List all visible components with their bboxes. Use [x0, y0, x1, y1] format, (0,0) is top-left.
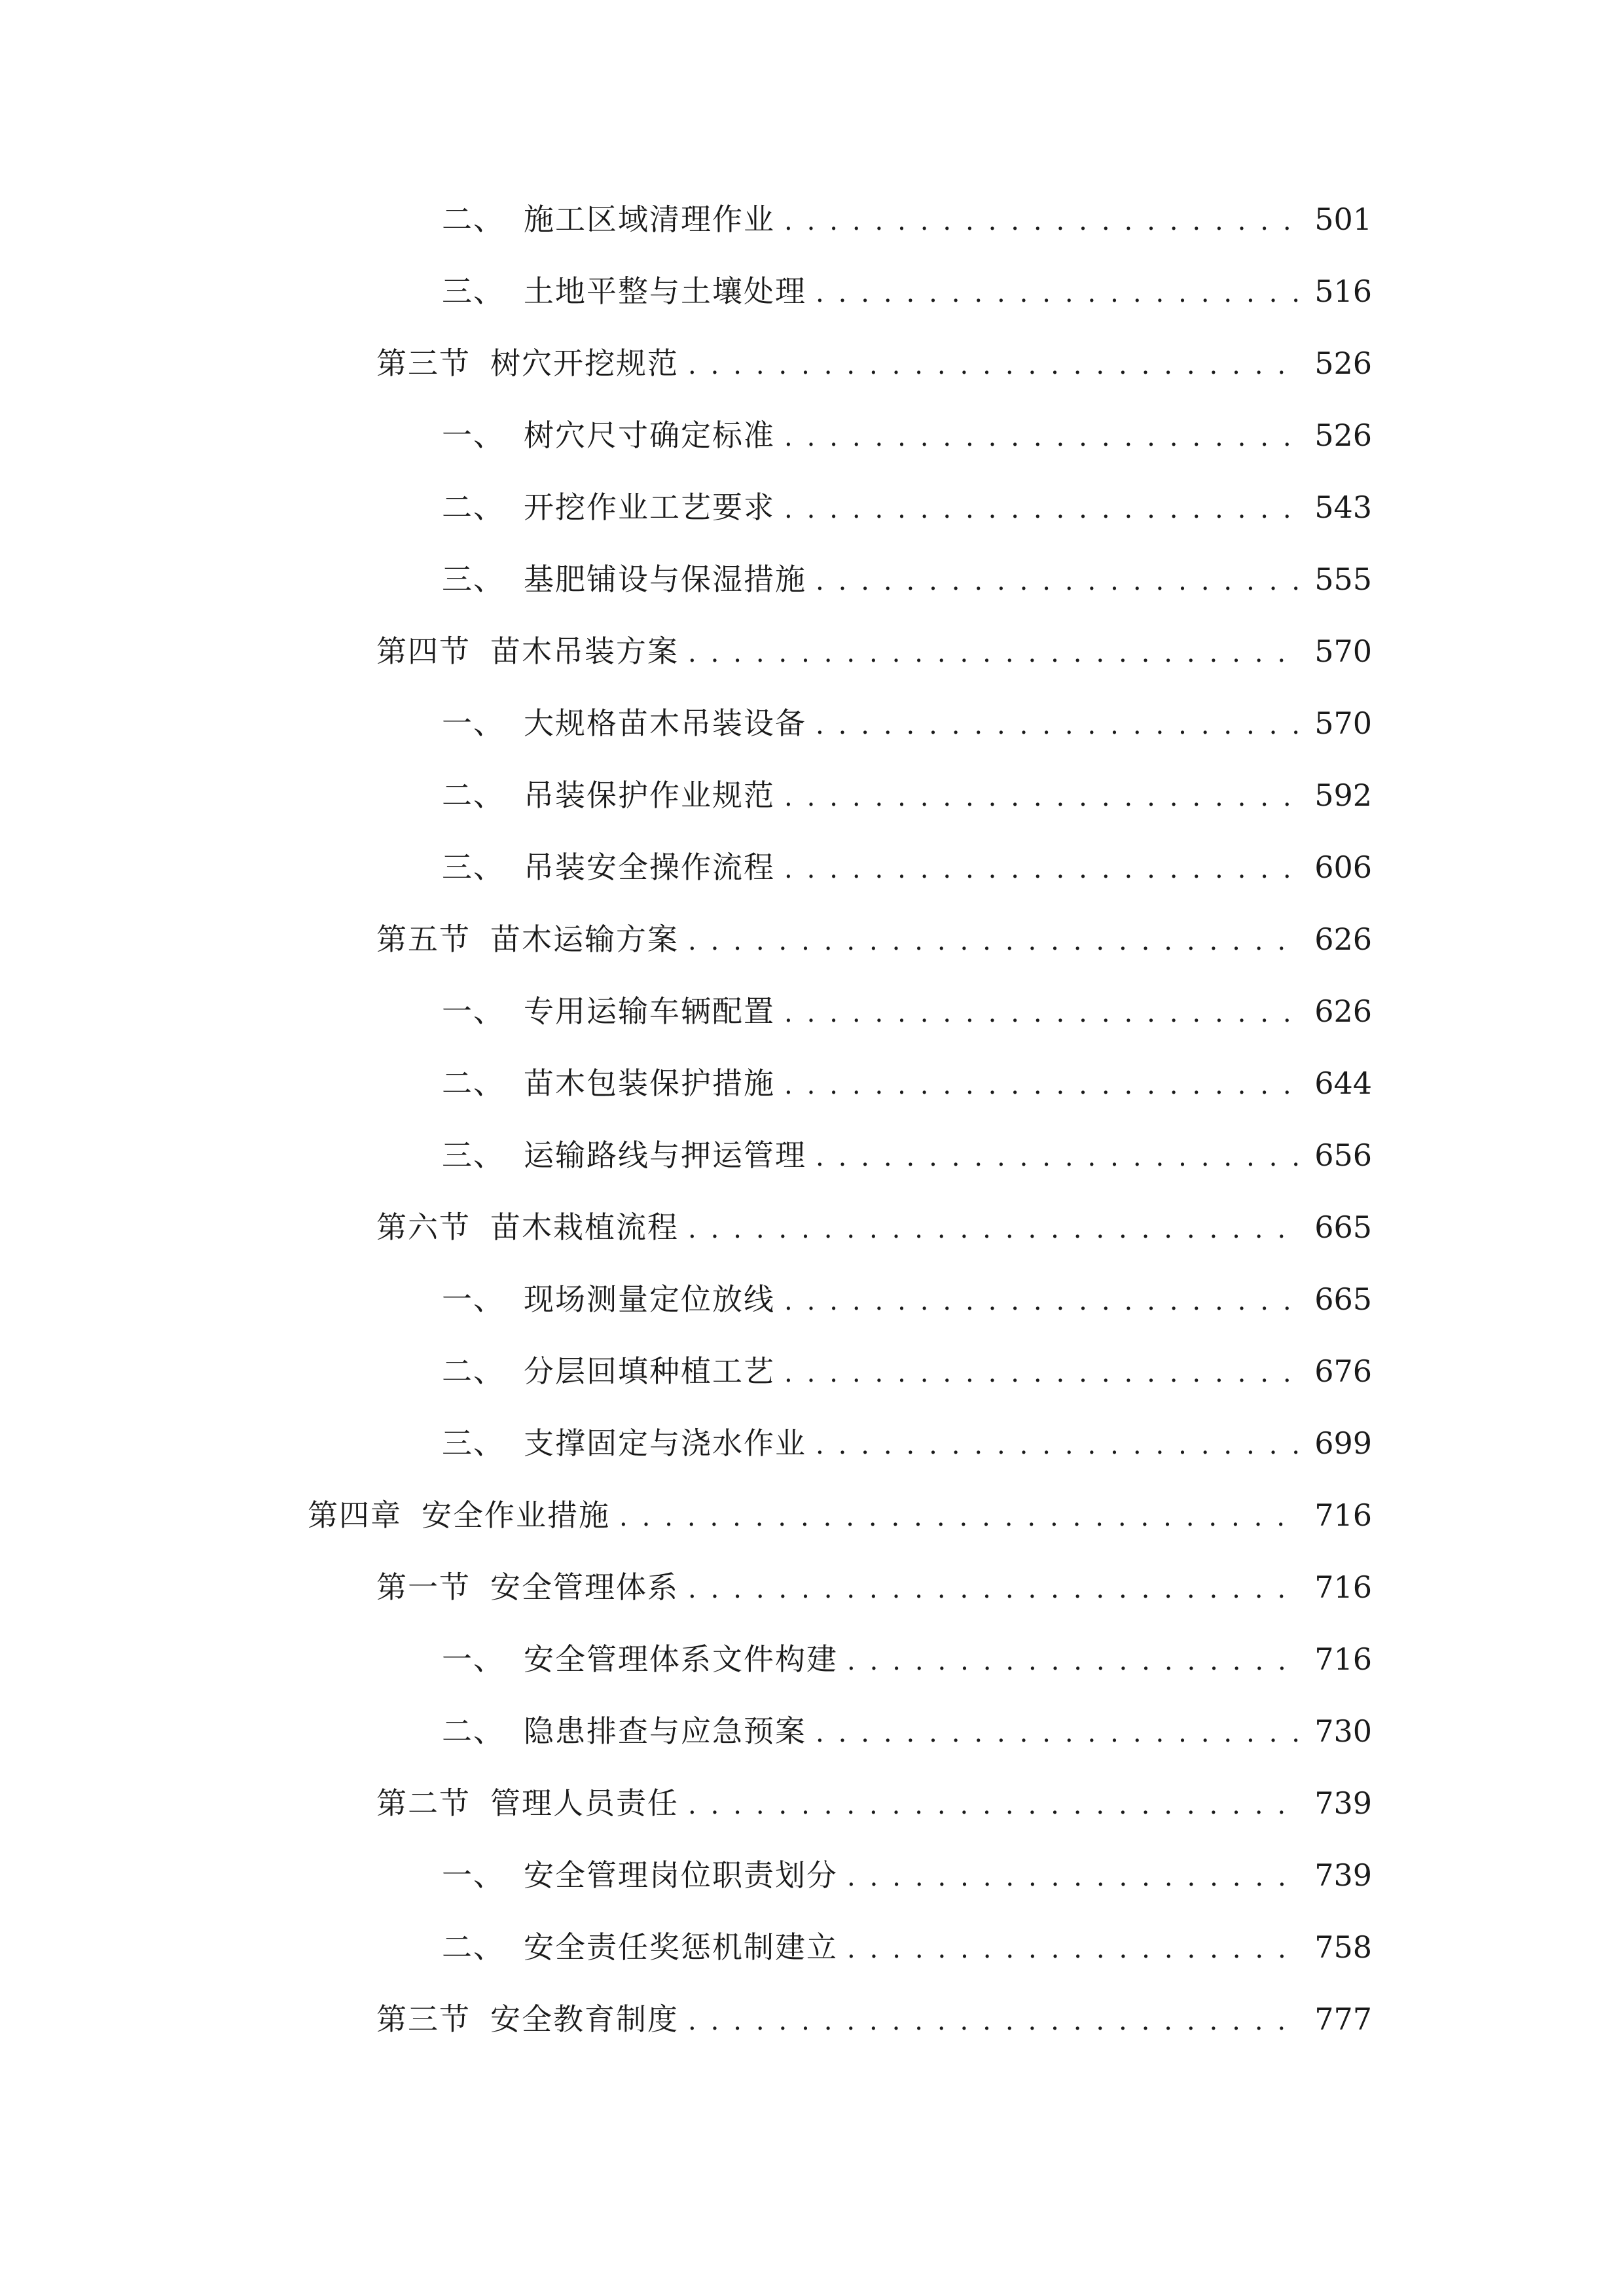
- toc-entry-title: 安全责任奖惩机制建立: [524, 1929, 838, 1965]
- toc-entry-title: 现场测量定位放线: [524, 1282, 775, 1317]
- dot-leader: [816, 694, 1301, 753]
- toc-entry-number: 第四节: [376, 634, 471, 669]
- toc-entry[interactable]: [442, 1702, 1372, 1761]
- toc-entry[interactable]: [442, 1126, 1372, 1185]
- dot-leader: [784, 982, 1301, 1041]
- toc-entry[interactable]: [376, 1990, 1372, 2049]
- toc-entry-number: 一、: [442, 418, 505, 453]
- toc-entry-title: 隐患排查与应急预案: [524, 1713, 806, 1749]
- toc-entry-title: 苗木吊装方案: [490, 634, 679, 669]
- dot-leader: [619, 1486, 1301, 1545]
- toc-entry[interactable]: [442, 406, 1372, 465]
- dot-leader: [688, 1558, 1301, 1617]
- toc-entry[interactable]: [442, 694, 1372, 753]
- toc-entry[interactable]: [442, 982, 1372, 1041]
- dot-leader: [688, 622, 1301, 681]
- dot-leader: [784, 190, 1301, 249]
- toc-entry-number: 一、: [442, 1641, 505, 1677]
- toc-entry-title: 安全管理体系: [490, 1570, 679, 1605]
- toc-entry-number: 一、: [442, 994, 505, 1029]
- toc-entry-number: 二、: [442, 202, 505, 237]
- toc-entry[interactable]: [376, 622, 1372, 681]
- toc-entry-page: 665: [1314, 1282, 1372, 1317]
- toc-entry-number: 第五节: [376, 922, 471, 957]
- toc-entry[interactable]: [442, 1342, 1372, 1401]
- toc-entry-page: 644: [1314, 1066, 1372, 1101]
- toc-entry-page: 555: [1314, 562, 1372, 597]
- toc-entry-title: 吊装保护作业规范: [524, 778, 775, 813]
- dot-leader: [816, 550, 1301, 609]
- dot-leader: [784, 406, 1301, 465]
- toc-entry-title: 管理人员责任: [490, 1785, 679, 1821]
- toc-entry-title: 安全教育制度: [490, 2001, 679, 2037]
- toc-entry-page: 516: [1314, 274, 1372, 309]
- dot-leader: [784, 1054, 1301, 1113]
- toc-entry[interactable]: [442, 1414, 1372, 1473]
- toc-entry[interactable]: [376, 1198, 1372, 1257]
- toc-entry-title: 大规格苗木吊装设备: [524, 706, 806, 741]
- dot-leader: [784, 1342, 1301, 1401]
- toc-entry-title: 吊装安全操作流程: [524, 850, 775, 885]
- toc-entry-number: 三、: [442, 274, 505, 309]
- toc-entry[interactable]: [442, 478, 1372, 537]
- toc-entry-number: 二、: [442, 490, 505, 525]
- toc-entry[interactable]: [442, 550, 1372, 609]
- toc-entry-page: 592: [1314, 778, 1372, 813]
- dot-leader: [688, 334, 1301, 393]
- toc-entry-number: 第六节: [376, 1210, 471, 1245]
- toc-entry[interactable]: [376, 1774, 1372, 1833]
- toc-entry-number: 第四章: [308, 1498, 402, 1533]
- toc-entry-page: 570: [1314, 634, 1372, 669]
- toc-entry-number: 三、: [442, 1426, 505, 1461]
- dot-leader: [784, 1270, 1301, 1329]
- toc-entry-number: 二、: [442, 1713, 505, 1749]
- toc-entry[interactable]: [376, 910, 1372, 969]
- toc-entry-page: 665: [1314, 1210, 1372, 1245]
- toc-entry-page: 716: [1314, 1641, 1372, 1677]
- toc-entry-number: 第一节: [376, 1570, 471, 1605]
- toc-entry-page: 526: [1314, 346, 1372, 381]
- dot-leader: [847, 1630, 1301, 1689]
- toc-entry[interactable]: [442, 262, 1372, 321]
- toc-entry-page: 626: [1314, 994, 1372, 1029]
- toc-entry[interactable]: [442, 190, 1372, 249]
- toc-entry-page: 699: [1314, 1426, 1372, 1461]
- toc-entry-title: 安全管理岗位职责划分: [524, 1857, 838, 1893]
- toc-entry-title: 树穴开挖规范: [490, 346, 679, 381]
- toc-entry-number: 二、: [442, 1929, 505, 1965]
- toc-entry-page: 739: [1314, 1857, 1372, 1893]
- toc-entry-number: 二、: [442, 778, 505, 813]
- toc-entry-title: 开挖作业工艺要求: [524, 490, 775, 525]
- toc-entry-page: 758: [1314, 1929, 1372, 1965]
- dot-leader: [688, 910, 1301, 969]
- dot-leader: [688, 1198, 1301, 1257]
- toc-entry-title: 专用运输车辆配置: [524, 994, 775, 1029]
- dot-leader: [816, 1126, 1301, 1185]
- dot-leader: [816, 1702, 1301, 1761]
- toc-entry-title: 苗木包装保护措施: [524, 1066, 775, 1101]
- toc-entry-page: 526: [1314, 418, 1372, 453]
- dot-leader: [784, 766, 1301, 825]
- toc-entry-title: 基肥铺设与保湿措施: [524, 562, 806, 597]
- toc-entry[interactable]: [376, 334, 1372, 393]
- toc-entry-title: 树穴尺寸确定标准: [524, 418, 775, 453]
- toc-entry-title: 苗木运输方案: [490, 922, 679, 957]
- toc-entry-page: 606: [1314, 850, 1372, 885]
- toc-entry-number: 二、: [442, 1066, 505, 1101]
- dot-leader: [847, 1846, 1301, 1905]
- toc-entry[interactable]: [442, 1918, 1372, 1977]
- toc-entry-number: 第二节: [376, 1785, 471, 1821]
- toc-entry-number: 第三节: [376, 2001, 471, 2037]
- dot-leader: [784, 478, 1301, 537]
- toc-entry-page: 739: [1314, 1785, 1372, 1821]
- toc-entry[interactable]: [442, 1846, 1372, 1905]
- dot-leader: [688, 1990, 1301, 2049]
- toc-entry-number: 三、: [442, 850, 505, 885]
- toc-entry-title: 施工区域清理作业: [524, 202, 775, 237]
- toc-entry-number: 三、: [442, 1138, 505, 1173]
- toc-entry[interactable]: [442, 838, 1372, 897]
- toc-entry-number: 一、: [442, 706, 505, 741]
- toc-entry-page: 501: [1314, 202, 1372, 237]
- toc-entry-page: 543: [1314, 490, 1372, 525]
- toc-entry[interactable]: [442, 1054, 1372, 1113]
- toc-entry[interactable]: [442, 1630, 1372, 1689]
- dot-leader: [688, 1774, 1301, 1833]
- toc-entry[interactable]: [442, 766, 1372, 825]
- toc-entry-number: 二、: [442, 1354, 505, 1389]
- dot-leader: [816, 1414, 1301, 1473]
- toc-entry[interactable]: [308, 1486, 1372, 1545]
- toc-entry-page: 626: [1314, 922, 1372, 957]
- toc-entry-page: 716: [1314, 1570, 1372, 1605]
- dot-leader: [784, 838, 1301, 897]
- toc-entry-title: 安全管理体系文件构建: [524, 1641, 838, 1677]
- toc-entry-title: 支撑固定与浇水作业: [524, 1426, 806, 1461]
- toc-entry-page: 656: [1314, 1138, 1372, 1173]
- toc-entry-title: 安全作业措施: [422, 1498, 610, 1533]
- toc-entry-page: 730: [1314, 1713, 1372, 1749]
- toc-entry-page: 716: [1314, 1498, 1372, 1533]
- toc-entry-page: 777: [1314, 2001, 1372, 2037]
- toc-entry-number: 一、: [442, 1857, 505, 1893]
- toc-entry[interactable]: [376, 1558, 1372, 1617]
- toc-entry-page: 570: [1314, 706, 1372, 741]
- toc-entry-title: 运输路线与押运管理: [524, 1138, 806, 1173]
- dot-leader: [847, 1918, 1301, 1977]
- toc-entry-title: 土地平整与土壤处理: [524, 274, 806, 309]
- toc-entry-title: 苗木栽植流程: [490, 1210, 679, 1245]
- toc-entry-number: 一、: [442, 1282, 505, 1317]
- toc-entry[interactable]: [442, 1270, 1372, 1329]
- toc-entry-title: 分层回填种植工艺: [524, 1354, 775, 1389]
- toc-entry-number: 第三节: [376, 346, 471, 381]
- toc-entry-page: 676: [1314, 1354, 1372, 1389]
- toc-entry-number: 三、: [442, 562, 505, 597]
- dot-leader: [816, 262, 1301, 321]
